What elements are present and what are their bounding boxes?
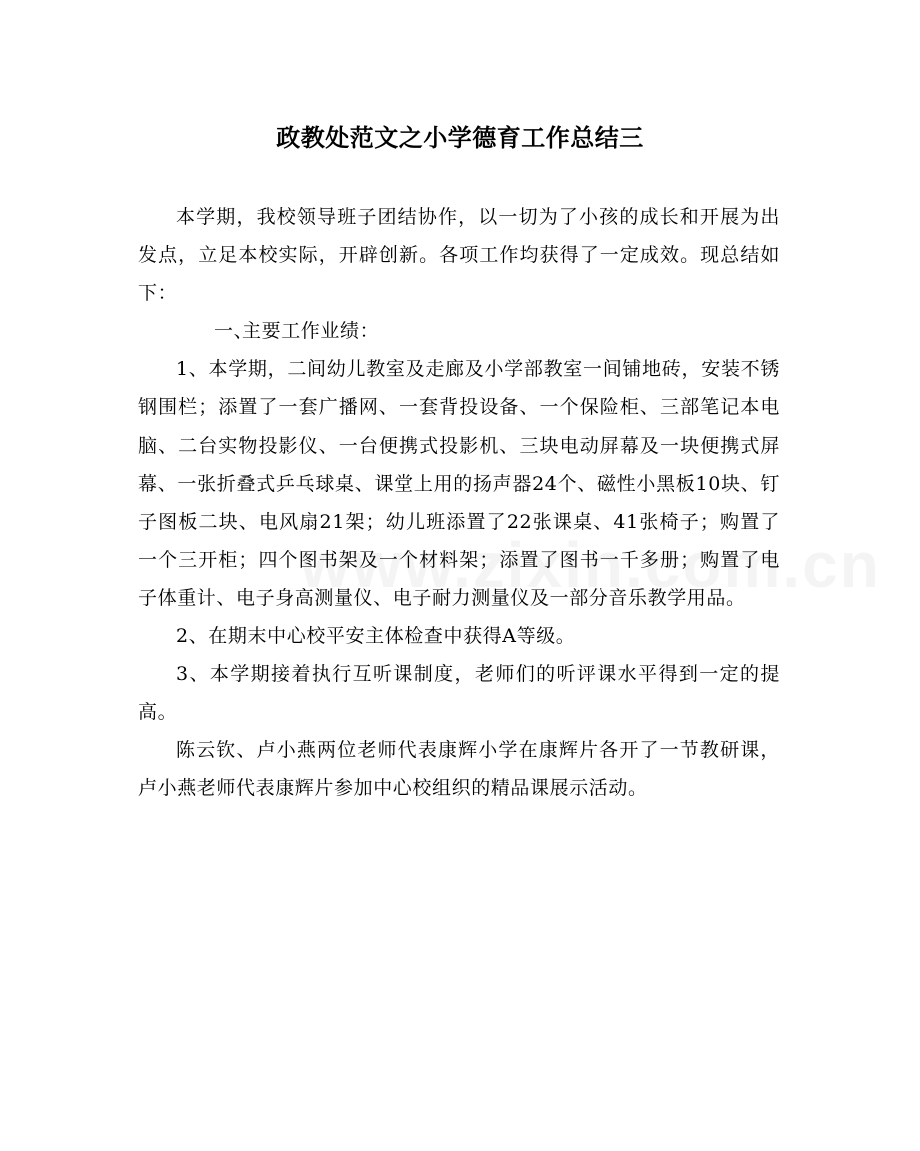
section-number: 一、 <box>214 320 254 343</box>
section-heading <box>138 312 780 350</box>
teachers-paragraph: 陈云钦、卢小燕两位老师代表康辉小学在康辉片各开了一节教研课，卢小燕老师代表康辉片参加中心校组织的精品课展示活动。 <box>138 739 780 800</box>
document-title: 政教处范文之小学德育工作总结三 <box>276 123 644 152</box>
item-1-paragraph: 1、本学期，二间幼儿教室及走廊及小学部教室一间铺地砖，安装不锈钢围栏；添置了一套广播网、一套背投设备、一个保险柜、三部笔记本电脑、二台实物投影仪、一台便携式投影机、三块电动屏幕及一块便携式屏幕、一张折叠式乒乓球桌、课堂上用的扬声器24个、磁性小黑板10块、钉子图板二块、电风扇21架；幼儿班添置了22张课桌、41张椅子；购置了一个三开柜；四个图书架及一个材料架；添置了图书一千多册；购置了电子体重计、电子身高测量仪、电子耐力测量仪及一部分音乐教学用品。 <box>138 358 780 609</box>
section-heading-text: 主要工作业绩： <box>242 320 380 343</box>
document-body <box>138 198 780 808</box>
item-2-paragraph: 2、在期末中心校平安主体检查中获得A等级。 <box>176 625 576 648</box>
intro-paragraph: 本学期，我校领导班子团结协作，以一切为了小孩的成长和开展为出发点，立足本校实际，开辟创新。各项工作均获得了一定成效。现总结如下： <box>138 206 780 305</box>
item-3-paragraph: 3、本学期接着执行互听课制度，老师们的听评课水平得到一定的提高。 <box>138 663 780 724</box>
